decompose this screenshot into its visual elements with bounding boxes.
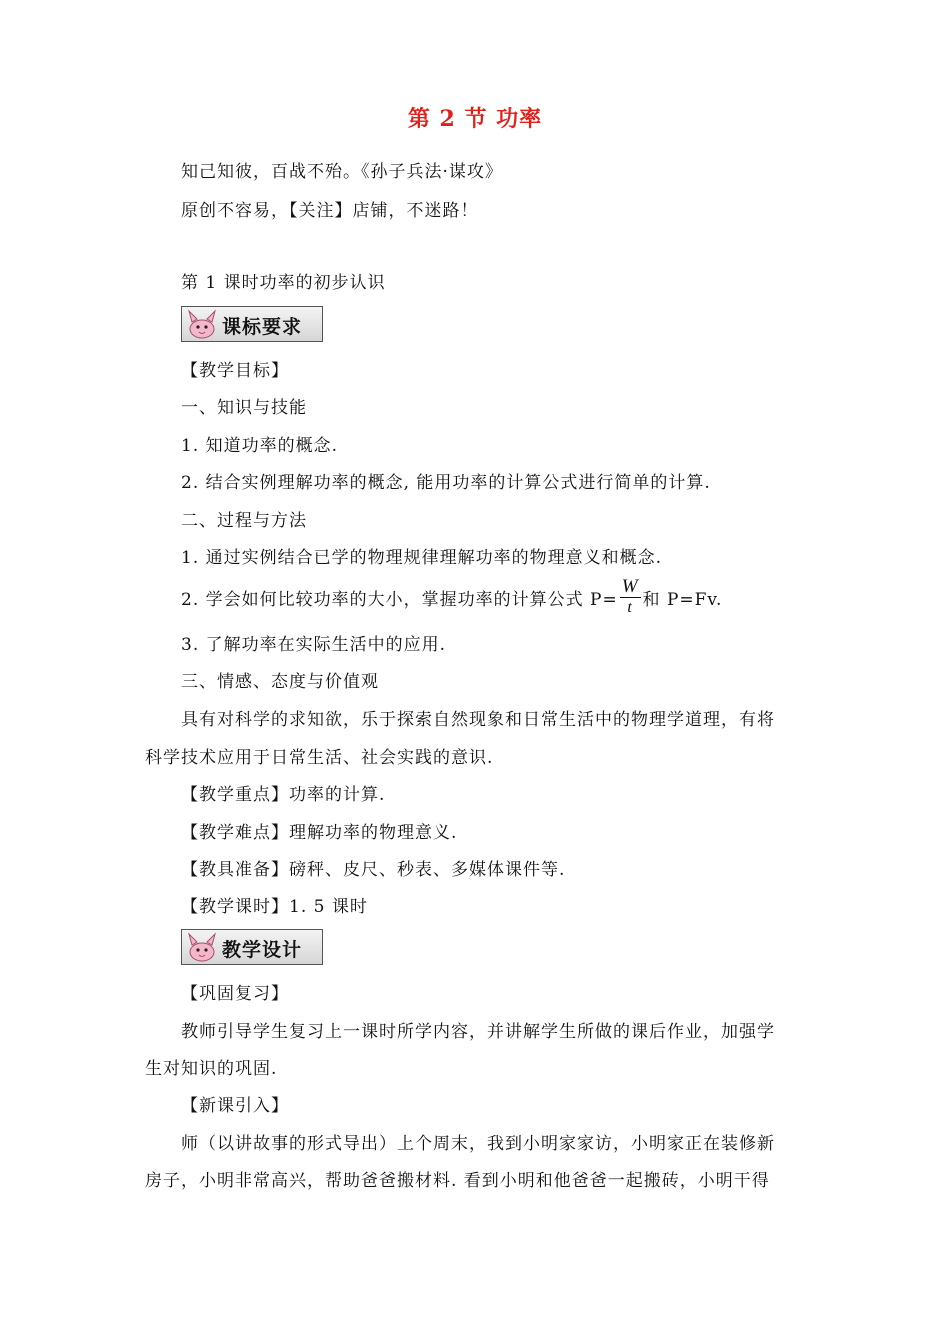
banner-design-label: 教学设计 [222, 939, 303, 961]
intro-heading: 【新课引入】 [181, 1096, 289, 1116]
mascot-icon [184, 308, 220, 340]
review-heading: 【巩固复习】 [181, 984, 289, 1004]
section-process: 二、过程与方法 [181, 511, 307, 531]
intro-paragraph-line-2: 房子，小明非常高兴，帮助爸爸搬材料. 看到小明和他爸爸一起搬砖，小明干得 [145, 1171, 770, 1191]
process-item-3: 3. 了解功率在实际生活中的应用. [181, 635, 447, 655]
review-paragraph-line-2: 生对知识的巩固. [145, 1059, 278, 1079]
intro-paragraph-line-1: 师（以讲故事的形式导出）上个周末，我到小明家家访，小明家正在装修新 [181, 1134, 775, 1154]
goals-heading: 【教学目标】 [181, 361, 289, 381]
power-formula-fraction [620, 577, 641, 618]
mascot-icon [184, 931, 220, 963]
quote-line: 知己知彼，百战不殆。《孙子兵法·谋攻》 [181, 162, 503, 182]
knowledge-item-2: 2. 结合实例理解功率的概念, 能用功率的计算公式进行简单的计算. [181, 473, 711, 493]
banner-curriculum-label: 课标要求 [222, 316, 303, 338]
process-item-2 [181, 574, 722, 620]
banner-design [181, 929, 323, 965]
key-point: 【教学重点】功率的计算. [181, 785, 386, 805]
formula-numerator: W [621, 575, 639, 597]
values-paragraph-line-1: 具有对科学的求知欲，乐于探索自然现象和日常生活中的物理学道理，有将 [181, 710, 775, 730]
page-title: 第 2 节 功率 [407, 106, 543, 132]
section-knowledge: 一、知识与技能 [181, 398, 307, 418]
teaching-hours: 【教学课时】1. 5 课时 [181, 897, 368, 917]
difficulty: 【教学难点】理解功率的物理意义. [181, 823, 458, 843]
process-item-1: 1. 通过实例结合已学的物理规律理解功率的物理意义和概念. [181, 548, 663, 568]
process-item-2-tail: 和 P=Fv. [642, 589, 723, 610]
materials: 【教具准备】磅秤、皮尺、秒表、多媒体课件等. [181, 860, 566, 880]
section-values: 三、情感、态度与价值观 [181, 672, 379, 692]
banner-curriculum [181, 306, 323, 342]
process-item-2-text: 2. 学会如何比较功率的大小，掌握功率的计算公式 P= [181, 589, 618, 610]
knowledge-item-1: 1. 知道功率的概念. [181, 436, 339, 456]
lesson-title: 第 1 课时功率的初步认识 [181, 273, 386, 293]
notice-line: 原创不容易，【关注】店铺，不迷路！ [181, 201, 479, 221]
formula-denominator: t [627, 598, 633, 616]
review-paragraph-line-1: 教师引导学生复习上一课时所学内容，并讲解学生所做的课后作业，加强学 [181, 1022, 775, 1042]
values-paragraph-line-2: 科学技术应用于日常生活、社会实践的意识. [145, 748, 494, 768]
